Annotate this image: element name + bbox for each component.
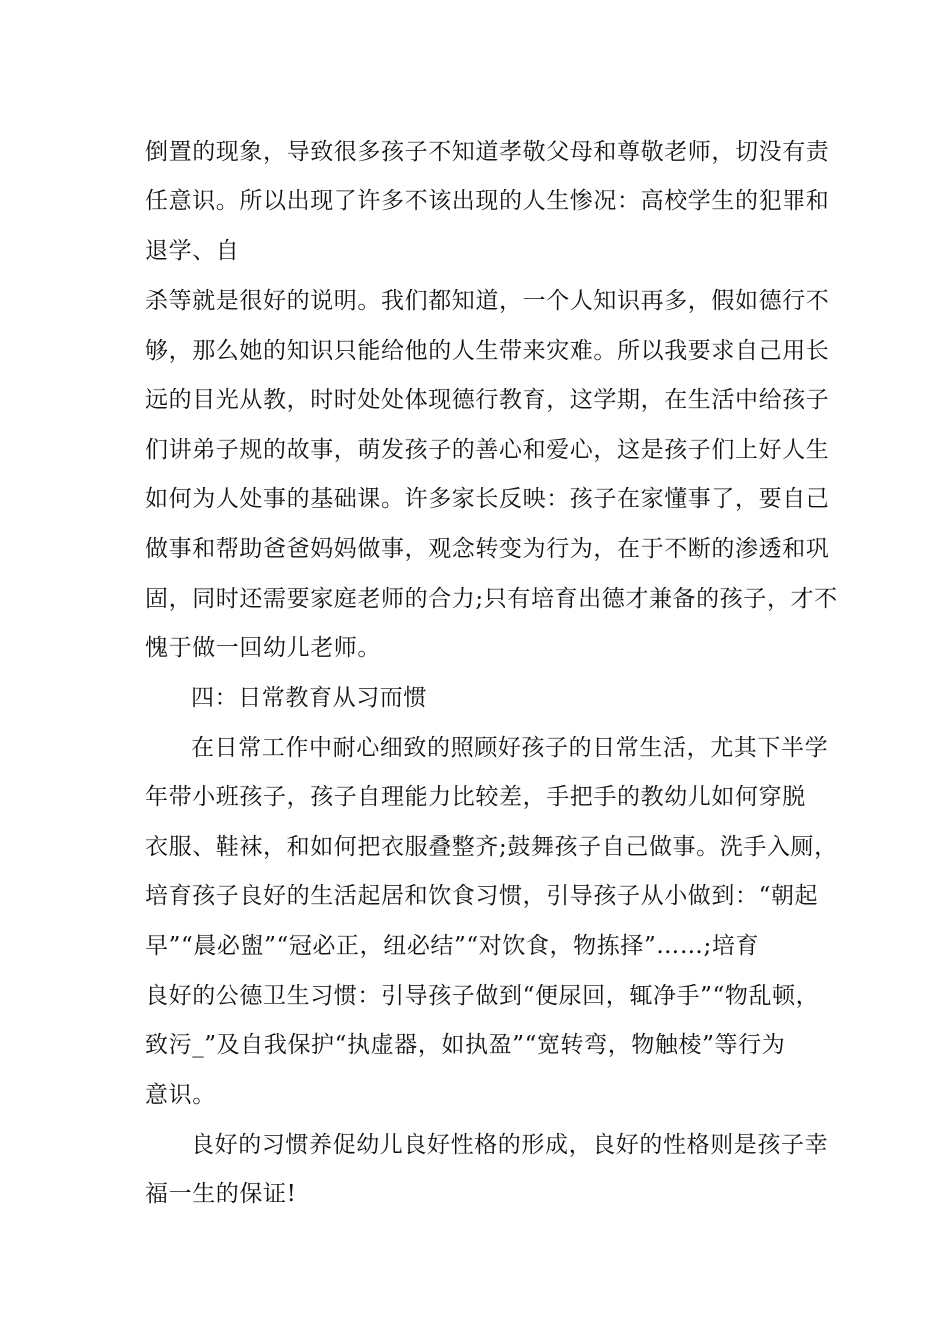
section-heading: 四：日常教育从习而惯 <box>191 685 427 711</box>
text-line: 早”“晨必盥”“冠必正，纽必结”“对饮食，物拣择”……;培育 <box>145 933 760 959</box>
text-line: 退学、自 <box>145 238 240 264</box>
text-line: 如何为人处事的基础课。许多家长反映：孩子在家懂事了，要自己 <box>145 486 830 512</box>
text-line: 意识。 <box>145 1082 216 1108</box>
text-line: 们讲弟子规的故事，萌发孩子的善心和爱心，这是孩子们上好人生 <box>145 437 830 463</box>
text-line: 愧于做一回幼儿老师。 <box>145 635 381 661</box>
text-line: 做事和帮助爸爸妈妈做事，观念转变为行为，在于不断的渗透和巩 <box>145 536 830 562</box>
text-line: 远的目光从教，时时处处体现德行教育，这学期，在生活中给孩子 <box>145 387 830 413</box>
text-line: 福一生的保证! <box>145 1181 297 1207</box>
text-line: 够，那么她的知识只能给他的人生带来灾难。所以我要求自己用长 <box>145 338 830 364</box>
text-line: 良好的公德卫生习惯：引导孩子做到“便尿回，辄净手”“物乱顿， <box>145 983 820 1009</box>
text-line: 培育孩子良好的生活起居和饮食习惯，引导孩子从小做到：“朝起 <box>145 883 819 909</box>
text-line: 杀等就是很好的说明。我们都知道，一个人知识再多，假如德行不 <box>145 288 830 314</box>
text-line: 倒置的现象，导致很多孩子不知道孝敬父母和尊敬老师，切没有责 <box>145 139 830 165</box>
text-line: 年带小班孩子，孩子自理能力比较差，手把手的教幼儿如何穿脱 <box>145 784 806 810</box>
text-line: 任意识。所以出现了许多不该出现的人生惨况：高校学生的犯罪和 <box>145 188 830 214</box>
text-line: 固，同时还需要家庭老师的合力;只有培育出德才兼备的孩子，才不 <box>145 586 838 612</box>
text-line: 衣服、鞋袜，和如何把衣服叠整齐;鼓舞孩子自己做事。洗手入厕， <box>145 834 838 860</box>
text-line: 在日常工作中耐心细致的照顾好孩子的日常生活，尤其下半学 <box>191 735 829 761</box>
text-line: 良好的习惯养促幼儿良好性格的形成，良好的性格则是孩子幸 <box>191 1132 829 1158</box>
text-line: 致污_”及自我保护“执虚器，如执盈”“宽转弯，物触棱”等行为 <box>145 1032 786 1058</box>
